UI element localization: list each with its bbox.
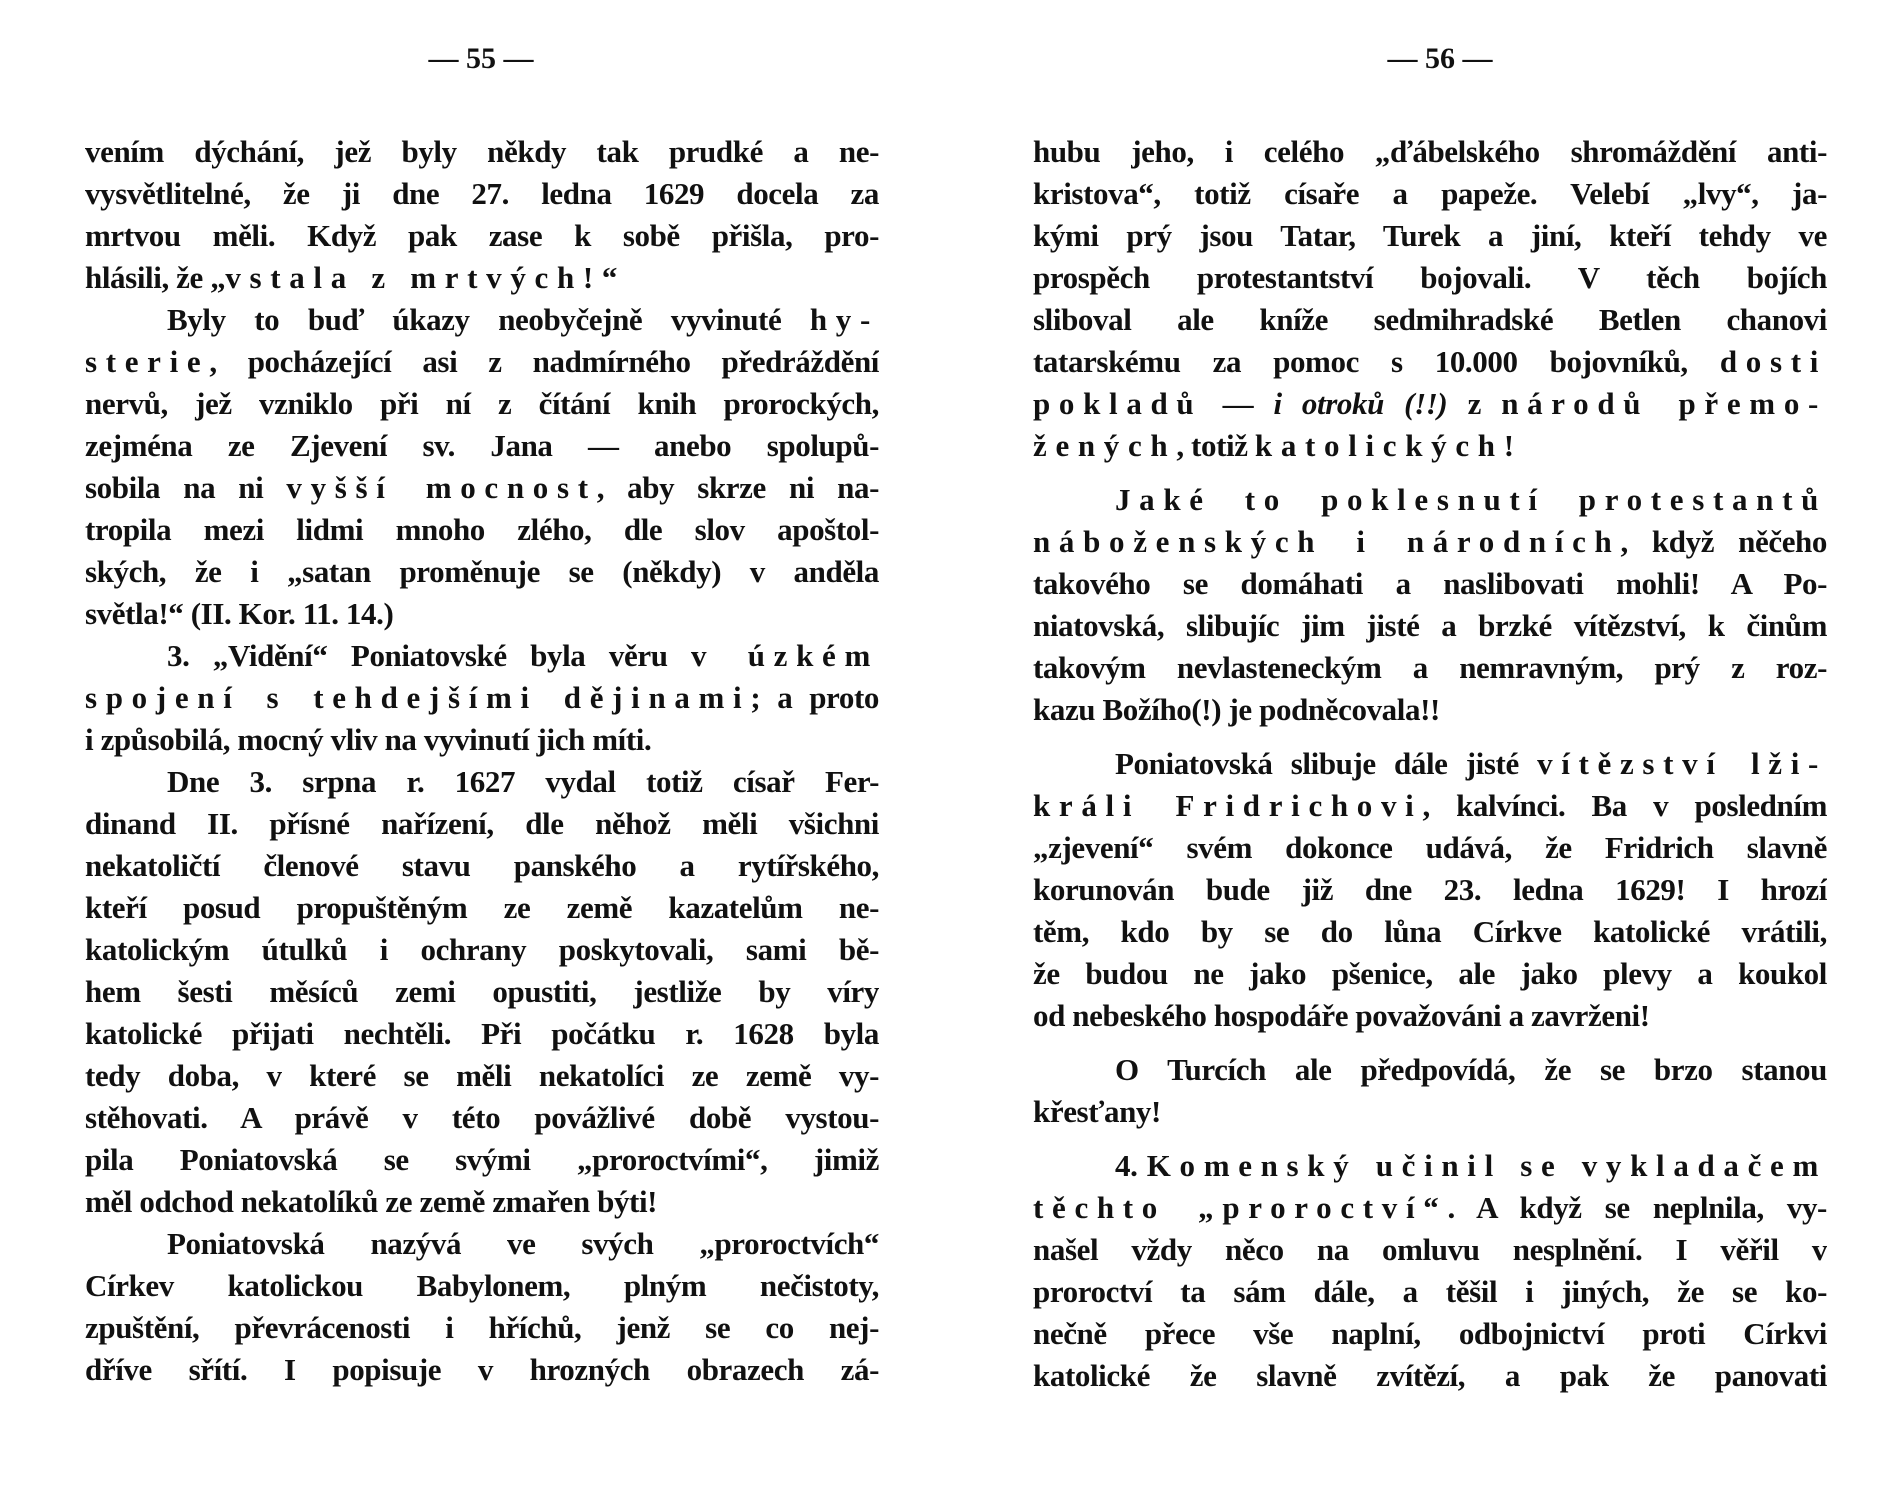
text-segment: takového se domáhati a naslibovati mohli! A Po- [1033,566,1827,601]
spaced-emphasis-text: spojení s tehdejšími dějinami [85,680,751,715]
spaced-emphasis-text: vyšší mocnost [286,470,597,505]
text-line [1033,173,1827,215]
spaced-emphasis-text: vstala z mrtvých! [225,260,602,295]
spaced-emphasis-text: národů přemo- [1501,386,1827,421]
text-line [85,1265,879,1307]
text-line [1033,383,1827,425]
italic-text: i otroků (!!) [1273,386,1448,421]
text-line [1033,1313,1827,1355]
spaced-emphasis-text: těchto „proroctví“ [1033,1190,1448,1225]
text-segment: zpuštění, převrácenosti i hříchů, jenž se co nej- [85,1310,879,1345]
text-segment: ských, že i „satan proměnuje se (někdy) v anděla [85,554,879,589]
text-line [85,467,879,509]
text-segment: nekatoličtí členové stavu panského a rytířského, [85,848,879,883]
text-line [85,551,879,593]
text-line [85,887,879,929]
text-segment: křesťany! [1033,1094,1161,1129]
text-segment: hlásili, že „ [85,260,226,295]
spaced-emphasis-text: sterie [85,344,210,379]
spaced-emphasis-text: vítězství lži- [1537,746,1827,781]
spaced-emphasis-text: králi Fridrichovi [1033,788,1423,823]
text-segment: kými prý jsou Tatar, Turek a jiní, kteří tehdy ve [1033,218,1827,253]
text-segment: od nebeského hospodáře považováni a zavrženi! [1033,998,1650,1033]
page-55-text [85,131,879,1391]
text-segment: zejména ze Zjevení sv. Jana — anebo spolupů- [85,428,879,463]
text-line [1033,563,1827,605]
text-segment: kristova“, totiž císaře a papeže. Velebí „lvy“, ja- [1033,176,1827,211]
text-line [1033,479,1827,521]
text-segment: korunován bude již dne 23. ledna 1629! I hrozí [1033,872,1827,907]
text-segment: tedy doba, v které se měli nekatolíci ze země vy- [85,1058,879,1093]
text-segment: , pocházející asi z nadmírného předráždění [209,344,879,379]
text-line [85,131,879,173]
text-segment: proroctví ta sám dále, a těšil i jiných, že se ko- [1033,1274,1827,1309]
text-segment: měl odchod nekatolíků ze země zmařen býti! [85,1184,658,1219]
text-line [85,719,879,761]
spaced-emphasis-text: hy- [809,302,879,337]
spaced-emphasis-text: v úzkém [691,638,879,673]
text-segment: pila Poniatovská se svými „proroctvími“, jimiž [85,1142,879,1177]
text-segment: dříve sřítí. I popisuje v hrozných obrazech zá- [85,1352,879,1387]
text-segment: , aby skrze ni na- [596,470,879,505]
text-segment: těm, kdo by se do lůna Církve katolické vrátili, [1033,914,1827,949]
text-line [1033,689,1827,731]
text-segment: Poniatovská nazývá ve svých „proroctvích“ [167,1226,879,1261]
text-line [85,635,879,677]
text-line [85,845,879,887]
text-line [85,1055,879,1097]
text-line [1033,743,1827,785]
text-line [85,509,879,551]
text-segment: hubu jeho, i celého „ďábelského shromáždění anti- [1033,134,1827,169]
text-segment: světla!“ (II. Kor. 11. 14.) [85,596,394,631]
text-line [1033,953,1827,995]
text-segment: stěhovati. A právě v této povážlivé době vystou- [85,1100,879,1135]
text-segment: našel vždy něco na omluvu nesplnění. I věřil v [1033,1232,1827,1267]
text-line [85,425,879,467]
spaced-emphasis-text: Komenský učinil se vykladačem [1146,1148,1827,1183]
text-line [1033,299,1827,341]
text-line [85,1139,879,1181]
text-segment: . A když se neplnila, vy- [1447,1190,1827,1225]
text-segment: hem šesti měsíců zemi opustiti, jestliže by víry [85,974,879,1009]
text-line [85,299,879,341]
text-line [1033,1049,1827,1091]
text-line [1033,131,1827,173]
text-segment: „zjevení“ svém dokonce udává, že Fridrich slavně [1033,830,1827,865]
text-line [85,1013,879,1055]
text-segment: Dne 3. srpna r. 1627 vydal totiž císař Fer- [167,764,879,799]
text-segment: tatarskému za pomoc s 10.000 bojovníků, [1033,344,1720,379]
text-line [1033,1229,1827,1271]
text-line [1033,827,1827,869]
spaced-emphasis-text: dosti [1719,344,1827,379]
text-segment: takovým nevlasteneckým a nemravným, prý z roz- [1033,650,1827,685]
text-segment: “ [601,260,617,295]
text-segment: — [1202,386,1274,421]
text-segment: Církev katolickou Babylonem, plným nečistoty, [85,1268,879,1303]
text-segment: , totiž [1176,428,1255,463]
text-segment: z [1447,386,1502,421]
text-line [85,1181,879,1223]
text-line [85,929,879,971]
text-line [1033,341,1827,383]
text-line [1033,1271,1827,1313]
text-segment: mrtvou měli. Když pak zase k sobě přišla, pro- [85,218,879,253]
text-line [1033,995,1827,1037]
text-line [1033,785,1827,827]
spaced-emphasis-text: žených [1033,428,1177,463]
text-segment: Byly to buď úkazy neobyčejně vyvinuté [167,302,810,337]
text-line [85,803,879,845]
text-line [85,173,879,215]
text-line [85,341,879,383]
text-segment: 3. „Vidění“ Poniatovské byla věru [167,638,692,673]
text-line [85,1349,879,1391]
text-line [85,383,879,425]
text-segment: ; a proto [750,680,879,715]
spaced-emphasis-text: náboženských i národních [1033,524,1621,559]
page-number-right: — 56 — [1387,42,1493,75]
text-line [85,761,879,803]
text-segment: sliboval ale kníže sedmihradské Betlen chanovi [1033,302,1827,337]
text-segment: i způsobilá, mocný vliv na vyvinutí jich míti. [85,722,652,757]
text-segment: kazu Božího(!) je podněcovala!! [1033,692,1440,727]
text-segment: kteří posud propuštěným ze země kazatelům ne- [85,890,879,925]
text-line [85,1097,879,1139]
text-segment: 4. [1115,1148,1147,1183]
spaced-emphasis-text: pokladů [1033,386,1203,421]
page-number-left: — 55 — [428,42,534,75]
text-segment: vením dýchání, jež byly někdy tak prudké a ne- [85,134,879,169]
text-segment: katolické přijati nechtěli. Při počátku r. 1628 byla [85,1016,879,1051]
text-line [1033,215,1827,257]
text-line [1033,869,1827,911]
text-line [85,677,879,719]
text-line [85,1307,879,1349]
text-segment: dinand II. přísné nařízení, dle něhož měli všichni [85,806,879,841]
text-segment: katolické že slavně zvítězí, a pak že panovati [1033,1358,1827,1393]
text-line [1033,521,1827,563]
text-segment: sobila na ni [85,470,287,505]
text-segment: O Turcích ale předpovídá, že se brzo stanou [1115,1052,1827,1087]
text-segment: niatovská, slibujíc jim jisté a brzké vítězství, k činům [1033,608,1827,643]
spaced-emphasis-text: katolických! [1254,428,1523,463]
text-line [85,971,879,1013]
text-line [1033,1355,1827,1397]
page-56-text [1033,131,1827,1397]
text-segment: že budou ne jako pšenice, ale jako plevy a koukol [1033,956,1827,991]
text-segment: nečně přece vše naplní, odbojnictví proti Církvi [1033,1316,1827,1351]
text-segment: tropila mezi lidmi mnoho zlého, dle slov apoštol- [85,512,879,547]
spaced-emphasis-text: Jaké to poklesnutí protestantů [1115,482,1827,517]
text-line [1033,1091,1827,1133]
text-line [1033,1187,1827,1229]
text-line [1033,647,1827,689]
text-line [85,257,879,299]
text-segment: Poniatovská slibuje dále jisté [1115,746,1538,781]
text-segment: , když něčeho [1620,524,1827,559]
text-line [1033,605,1827,647]
text-segment: , kalvínci. Ba v posledním [1422,788,1827,823]
text-segment: nervů, jež vzniklo při ní z čítání knih prorockých, [85,386,879,421]
text-line [85,215,879,257]
text-segment: prospěch protestantství bojovali. V těch bojích [1033,260,1827,295]
text-line [1033,911,1827,953]
text-segment: vysvětlitelné, že ji dne 27. ledna 1629 docela za [85,176,879,211]
text-segment: katolickým útulků i ochrany poskytovali, sami bě- [85,932,879,967]
text-line [1033,257,1827,299]
text-line [85,1223,879,1265]
text-line [1033,425,1827,467]
text-line [1033,1145,1827,1187]
text-line [85,593,879,635]
